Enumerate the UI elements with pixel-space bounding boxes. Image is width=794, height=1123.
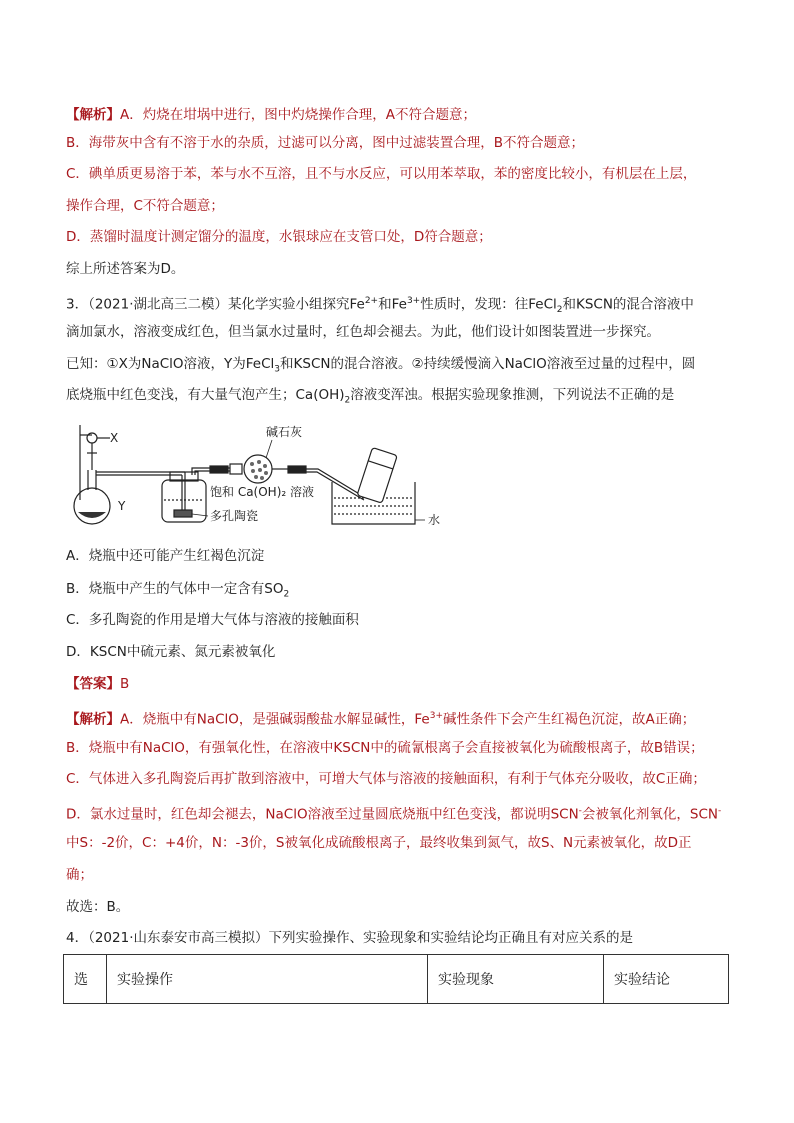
flask-liquid — [78, 512, 106, 518]
q3-option-b: B．烧瓶中产生的气体中一定含有$SO_2$ — [66, 581, 290, 600]
q3-analysis-a: 【解析】A．烧瓶中有NaClO，是强碱弱酸盐水解显碱性，$Fe^{3+}$碱性条件下会产生红褐色沉淀，故A正确； — [66, 711, 696, 728]
round-bottom-flask — [74, 488, 110, 524]
experiment-apparatus-diagram — [70, 420, 450, 532]
analysis-tag: 【解析】 — [66, 107, 120, 123]
q3-final: 故选：B。 — [66, 899, 130, 915]
table-header-cell: 选 — [64, 955, 107, 1004]
q3-analysis-d2: 中S：-2价，C：+4价，N：-3价，S被氧化成硫酸根离子，最终收集到氮气，故S、N元素被氧化，故D正 — [66, 835, 692, 851]
collecting-bottle — [357, 448, 397, 504]
analysis1-summary: 综上所述答案为D。 — [66, 261, 185, 277]
analysis1-line-d: D．蒸馏时温度计测定馏分的温度，水银球应在支管口处，D符合题意； — [66, 229, 492, 245]
q4-stem: 4．（2021·山东泰安市高三模拟）下列实验操作、实验现象和实验结论均正确且有对应关系的是 — [66, 930, 633, 946]
q3-analysis-c: C．气体进入多孔陶瓷后再扩散到溶液中，可增大气体与溶液的接触面积，有利于气体充分吸收，故C正确； — [66, 771, 706, 787]
label-limewater: 饱和 Ca(OH)₂ 溶液 — [210, 485, 315, 499]
q3-known-line2: 底烧瓶中红色变浅，有大量气泡产生；$Ca(OH)_2$溶液变浑浊。根据实验现象推测，下列说法不正确的是 — [66, 387, 675, 406]
q4-table — [63, 954, 729, 1004]
analysis1-line-b: B．海带灰中含有不溶于水的杂质，过滤可以分离，图中过滤装置合理，B不符合题意； — [66, 135, 585, 151]
q3-answer: 【答案】B — [66, 676, 130, 692]
analysis1-line-a: 【解析】A．灼烧在坩埚中进行，图中灼烧操作合理，A不符合题意； — [66, 107, 476, 123]
q3-option-a: A．烧瓶中还可能产生红褐色沉淀 — [66, 548, 265, 564]
label-porous-ceramic: 多孔陶瓷 — [210, 509, 259, 523]
q3-analysis-d3: 确； — [66, 867, 93, 883]
table-header-cell: 实验操作 — [107, 955, 428, 1004]
q3-analysis-d1: D．氯水过量时，红色却会褪去，NaClO溶液至过量圆底烧瓶中红色变浅，都说明SCN-会被氧化剂氧化，SCN- — [66, 806, 722, 823]
table-header-row — [64, 955, 729, 1004]
porous-ceramic — [174, 510, 192, 517]
q3-stem-line2: 滴加氯水，溶液变成红色，但当氯水过量时，红色却会褪去。为此，他们设计如图装置进一步探究。 — [66, 324, 660, 340]
q3-option-d: D．KSCN中硫元素、氮元素被氧化 — [66, 644, 276, 660]
q3-analysis-b: B．烧瓶中有NaClO，有强氧化性，在溶液中KSCN中的硫氰根离子会直接被氧化为硫酸根离子，故B错误； — [66, 740, 704, 756]
table-header-cell: 实验现象 — [428, 955, 604, 1004]
analysis1-line-c1: C．碘单质更易溶于苯，苯与水不互溶，且不与水反应，可以用苯萃取，苯的密度比较小，有机层在上层， — [66, 166, 697, 182]
table-header-cell: 实验结论 — [604, 955, 729, 1004]
q3-known-line1: 已知：①X为NaClO溶液，Y为FeCl$_3$和KSCN的混合溶液。②持续缓慢滴入NaClO溶液至过量的过程中，圆 — [66, 356, 696, 375]
label-y: Y — [118, 499, 126, 513]
label-x: X — [110, 431, 119, 445]
label-water: 水 — [428, 513, 441, 527]
q3-option-c: C．多孔陶瓷的作用是增大气体与溶液的接触面积 — [66, 612, 359, 628]
drying-tube-bulb — [244, 455, 272, 483]
drying-tube-end — [230, 464, 242, 474]
q3-stem-line1: 3．（2021·湖北高三二模）某化学实验小组探究$Fe^{2+}$和$Fe^{3+}$性质时，发现：往FeCl$_2$和KSCN的混合溶液中 — [66, 296, 694, 316]
analysis1-line-c2: 操作合理，C不符合题意； — [66, 198, 224, 214]
label-soda-lime: 碱石灰 — [266, 425, 303, 439]
